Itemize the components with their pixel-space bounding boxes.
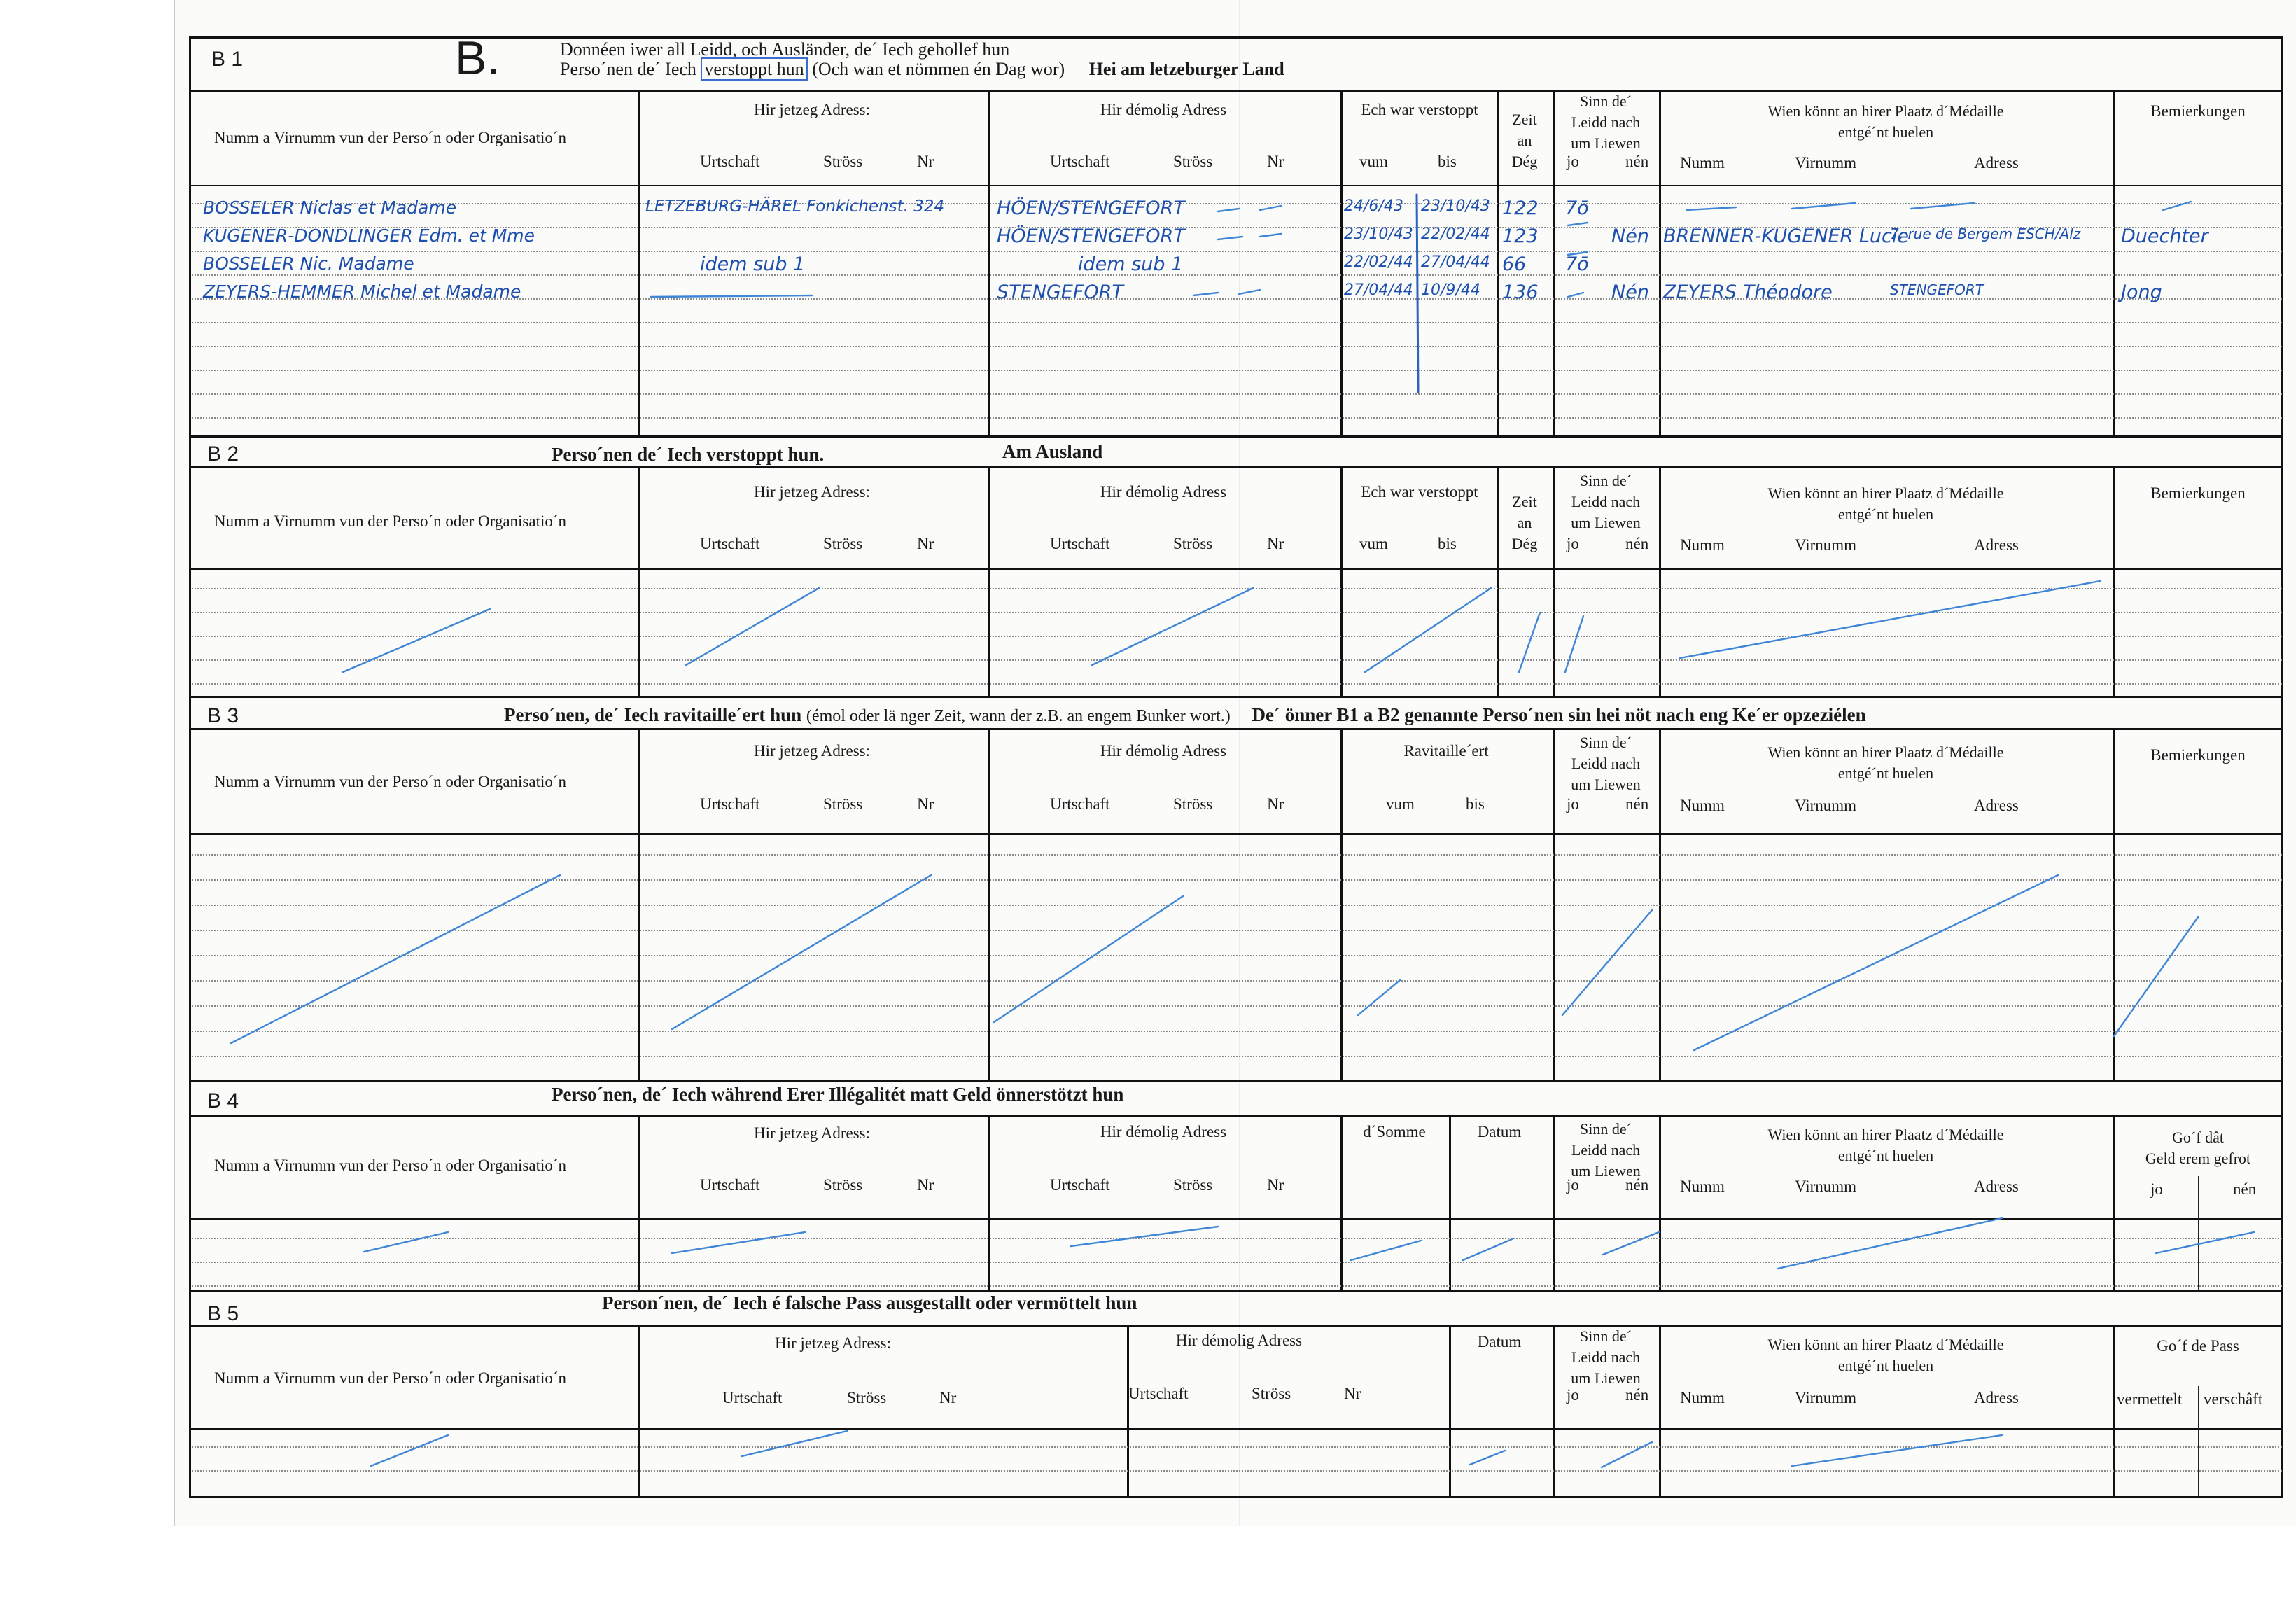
hdr-m-address: Adress	[1974, 154, 2019, 172]
b1-name: BOSSELER Niclas et Madame	[203, 197, 457, 218]
hdr-m-address: Adress	[1974, 797, 2019, 814]
section-code-b3: B 3	[207, 704, 239, 727]
hdr-money-returned: Go´f dât Geld erem gefrot	[2145, 1129, 2251, 1167]
hdr-current-address: Hir jetzeg Adress:	[753, 742, 871, 760]
section-title-b5: Person´nen, de´ Iech é falsche Pass ausgestallt oder vermöttelt hun	[602, 1292, 1138, 1313]
hdr-name-org: Numm a Virnumm vun der Perso´n oder Organisatio´n	[214, 512, 567, 530]
section-code-b2: B 2	[207, 442, 239, 466]
hdr-hidden: Ech war verstoppt	[1361, 483, 1478, 501]
b1-days: 66	[1502, 253, 1527, 275]
hdr-nr: Nr	[917, 153, 934, 170]
b1-alive-no: Nén	[1611, 281, 1649, 303]
hdr-former-address: Hir démolig Adress	[1100, 1123, 1227, 1140]
hdr-m-first: Virnumm	[1795, 536, 1857, 554]
hdr-remarks: Bemierkungen	[2150, 102, 2246, 120]
hdr-m-address: Adress	[1974, 1178, 2019, 1195]
hdr-m-name: Numm	[1680, 1389, 1725, 1406]
section-title-b4: Perso´nen, de´ Iech während Erer Illégalitét matt Geld önnerstötzt hun	[552, 1084, 1124, 1105]
b1-medal-name: BRENNER-KUGENER Lucie	[1663, 225, 1909, 247]
b1-alive-yes: 7ō	[1565, 197, 1589, 219]
title-part: Perso´nen de´ Iech	[560, 59, 696, 79]
b1-to: 22/02/44	[1421, 225, 1490, 243]
form-letter: B.	[455, 32, 500, 85]
hdr-street: Ströss	[1173, 535, 1213, 552]
b1-name: ZEYERS-HEMMER Michel et Madame	[203, 281, 522, 302]
b1-from: 27/04/44	[1344, 281, 1413, 299]
hdr-m-first: Virnumm	[1795, 154, 1857, 172]
b1-to: 27/04/44	[1421, 253, 1490, 271]
hdr-place: Urtschaft	[1050, 795, 1110, 813]
hdr-current-address: Hir jetzeg Adress:	[753, 483, 871, 501]
hdr-no: nén	[1625, 1176, 1649, 1194]
hdr-name-org: Numm a Virnumm vun der Perso´n oder Organisatio´n	[214, 129, 567, 146]
hdr-to: bis	[1466, 795, 1485, 813]
hdr-from: vum	[1386, 795, 1415, 813]
b1-from: 23/10/43	[1344, 225, 1413, 243]
hdr-nr: Nr	[1267, 535, 1284, 552]
section-title-b3: Perso´nen, de´ Iech ravitaille´ert hun (émol oder lä nger Zeit, wann der z.B. an engem Bunker wort.) De´ önner B1 a B2 genannte Perso´nen sin hei nöt nach eng Ke´er opzeziélen	[504, 704, 1866, 725]
b1-days: 136	[1502, 281, 1539, 303]
hdr-alive: Sinn de´ Leidd nach um Liewen	[1571, 734, 1641, 793]
b1-days: 123	[1502, 225, 1539, 247]
hdr-nr: Nr	[917, 795, 934, 813]
hdr-yes: jo	[1567, 535, 1579, 552]
b1-to: 10/9/44	[1421, 281, 1480, 299]
hdr-medal: Wien könnt an hirer Plaatz d´Médaille entgé´nt huelen	[1768, 1126, 2004, 1164]
hdr-nr: Nr	[1267, 795, 1284, 813]
section-code-b1: B 1	[211, 48, 244, 71]
hdr-no: nén	[1625, 795, 1649, 813]
hdr-m-name: Numm	[1680, 536, 1725, 554]
hdr-nr: Nr	[939, 1389, 957, 1406]
hdr-street: Ströss	[823, 535, 863, 552]
hdr-yes: jo	[1567, 1386, 1579, 1404]
hdr-street: Ströss	[847, 1389, 887, 1406]
hdr-supplied: Ravitaille´ert	[1404, 742, 1489, 760]
hdr-former-address: Hir démolig Adress	[1100, 742, 1227, 760]
hdr-street: Ströss	[823, 1176, 863, 1194]
hdr-former-address: Hir démolig Adress	[1100, 483, 1227, 501]
b1-days: 122	[1502, 197, 1539, 219]
hdr-place: Urtschaft	[1050, 535, 1110, 552]
hdr-no: nén	[2233, 1180, 2257, 1198]
hdr-current-address: Hir jetzeg Adress:	[774, 1334, 892, 1352]
hdr-no: nén	[1625, 1386, 1649, 1404]
hdr-date: Datum	[1477, 1123, 1522, 1140]
b1-from: 24/6/43	[1344, 197, 1404, 215]
hdr-sum: d´Somme	[1363, 1123, 1426, 1140]
hdr-issued: verschâft	[2204, 1390, 2263, 1408]
b1-medal-name: ZEYERS Théodore	[1663, 281, 1833, 303]
hdr-nr: Nr	[917, 535, 934, 552]
hdr-street: Ströss	[823, 153, 863, 170]
b1-current-address: LETZEBURG-HÄREL Fonkichenst. 324	[645, 197, 945, 216]
title-part-boxed: verstoppt hun	[701, 57, 807, 81]
hdr-alive: Sinn de´ Leidd nach um Liewen	[1571, 1327, 1641, 1387]
hdr-mediated: vermettelt	[2117, 1390, 2183, 1408]
hdr-yes: jo	[1567, 153, 1579, 170]
hdr-street: Ströss	[1173, 795, 1213, 813]
hdr-m-first: Virnumm	[1795, 1389, 1857, 1406]
hdr-m-first: Virnumm	[1795, 1178, 1857, 1195]
section-subtitle-b2: Am Ausland	[1002, 441, 1103, 462]
hdr-place: Urtschaft	[700, 535, 760, 552]
hdr-m-name: Numm	[1680, 797, 1725, 814]
hdr-former-address: Hir démolig Adress	[1100, 101, 1227, 118]
hdr-place: Urtschaft	[1050, 153, 1110, 170]
b1-former-address: HÖEN/STENGEFORT	[997, 225, 1185, 247]
b1-from: 22/02/44	[1344, 253, 1413, 271]
hdr-name-org: Numm a Virnumm vun der Perso´n oder Organisatio´n	[214, 1157, 567, 1174]
hdr-no: nén	[1625, 153, 1649, 170]
hdr-street: Ströss	[1173, 153, 1213, 170]
hdr-m-address: Adress	[1974, 536, 2019, 554]
hdr-medal: Wien könnt an hirer Plaatz d´Médaille entgé´nt huelen	[1768, 1336, 2004, 1374]
hdr-former-address: Hir démolig Adress	[1175, 1332, 1303, 1349]
hdr-name-org: Numm a Virnumm vun der Perso´n oder Organisatio´n	[214, 1369, 567, 1387]
hdr-time: Zeit an Dég	[1511, 493, 1538, 552]
hdr-remarks: Bemierkungen	[2150, 746, 2246, 764]
hdr-to: bis	[1438, 535, 1457, 552]
hdr-nr: Nr	[1344, 1385, 1362, 1402]
hdr-current-address: Hir jetzeg Adress:	[753, 101, 871, 118]
b1-medal-address: 7, rue de Bergem ESCH/Alz	[1890, 225, 2081, 242]
hdr-place: Urtschaft	[700, 1176, 760, 1194]
hdr-place: Urtschaft	[700, 153, 760, 170]
hdr-name-org: Numm a Virnumm vun der Perso´n oder Organisatio´n	[214, 773, 567, 790]
hdr-alive: Sinn de´ Leidd nach um Liewen	[1571, 1120, 1641, 1180]
hdr-nr: Nr	[1267, 153, 1284, 170]
b1-current-address: idem sub 1	[700, 253, 806, 275]
hdr-street: Ströss	[823, 795, 863, 813]
hdr-yes: jo	[2150, 1180, 2163, 1198]
hdr-from: vum	[1359, 535, 1388, 552]
title-part: (Och wan et nömmen én Dag wor)	[812, 59, 1065, 79]
hdr-current-address: Hir jetzeg Adress:	[753, 1124, 871, 1142]
section-code-b4: B 4	[207, 1089, 239, 1112]
b1-remark: Duechter	[2121, 225, 2208, 247]
b1-name: BOSSELER Nic. Madame	[203, 253, 414, 274]
hdr-pass: Go´f de Pass	[2157, 1337, 2239, 1355]
hdr-street: Ströss	[1173, 1176, 1213, 1194]
b1-name: KUGENER-DONDLINGER Edm. et Mme	[203, 225, 536, 246]
hdr-to: bis	[1438, 153, 1457, 170]
b1-former-address: HÖEN/STENGEFORT	[997, 197, 1185, 219]
hdr-nr: Nr	[917, 1176, 934, 1194]
section-title-b2: Perso´nen de´ Iech verstoppt hun.	[552, 444, 825, 465]
b1-former-address: STENGEFORT	[997, 281, 1124, 303]
hdr-alive: Sinn de´ Leidd nach um Liewen	[1571, 92, 1641, 152]
b1-remark: Jong	[2121, 281, 2162, 303]
hdr-m-name: Numm	[1680, 154, 1725, 172]
hdr-m-first: Virnumm	[1795, 797, 1857, 814]
hdr-hidden: Ech war verstoppt	[1361, 101, 1478, 118]
hdr-from: vum	[1359, 153, 1388, 170]
hdr-m-address: Adress	[1974, 1389, 2019, 1406]
hdr-nr: Nr	[1267, 1176, 1284, 1194]
hdr-alive: Sinn de´ Leidd nach um Liewen	[1571, 472, 1641, 531]
hdr-remarks: Bemierkungen	[2150, 484, 2246, 502]
b1-medal-address: STENGEFORT	[1890, 281, 1984, 298]
hdr-place: Urtschaft	[1128, 1385, 1189, 1402]
section-code-b5: B 5	[207, 1302, 239, 1325]
hdr-place: Urtschaft	[722, 1389, 783, 1406]
b1-alive-yes: 7ō	[1565, 253, 1589, 275]
form-title-line1: Donnéen iwer all Leidd, och Ausländer, de´ Iech gehollef hun	[560, 39, 1010, 60]
hdr-medal: Wien könnt an hirer Plaatz d´Médaille entgé´nt huelen	[1768, 102, 2004, 141]
hdr-medal: Wien könnt an hirer Plaatz d´Médaille entgé´nt huelen	[1768, 743, 2004, 782]
hdr-place: Urtschaft	[700, 795, 760, 813]
hdr-yes: jo	[1567, 1176, 1579, 1194]
hdr-place: Urtschaft	[1050, 1176, 1110, 1194]
hdr-yes: jo	[1567, 795, 1579, 813]
b1-former-address: idem sub 1	[1078, 253, 1184, 275]
hdr-date: Datum	[1477, 1333, 1522, 1350]
b1-alive-no: Nén	[1611, 225, 1649, 247]
hdr-medal: Wien könnt an hirer Plaatz d´Médaille entgé´nt huelen	[1768, 484, 2004, 523]
hdr-street: Ströss	[1252, 1385, 1292, 1402]
hdr-no: nén	[1625, 535, 1649, 552]
hdr-time: Zeit an Dég	[1511, 111, 1538, 170]
hdr-m-name: Numm	[1680, 1178, 1725, 1195]
title-part-bold: Hei am letzeburger Land	[1088, 59, 1284, 79]
b1-to: 23/10/43	[1421, 197, 1490, 215]
